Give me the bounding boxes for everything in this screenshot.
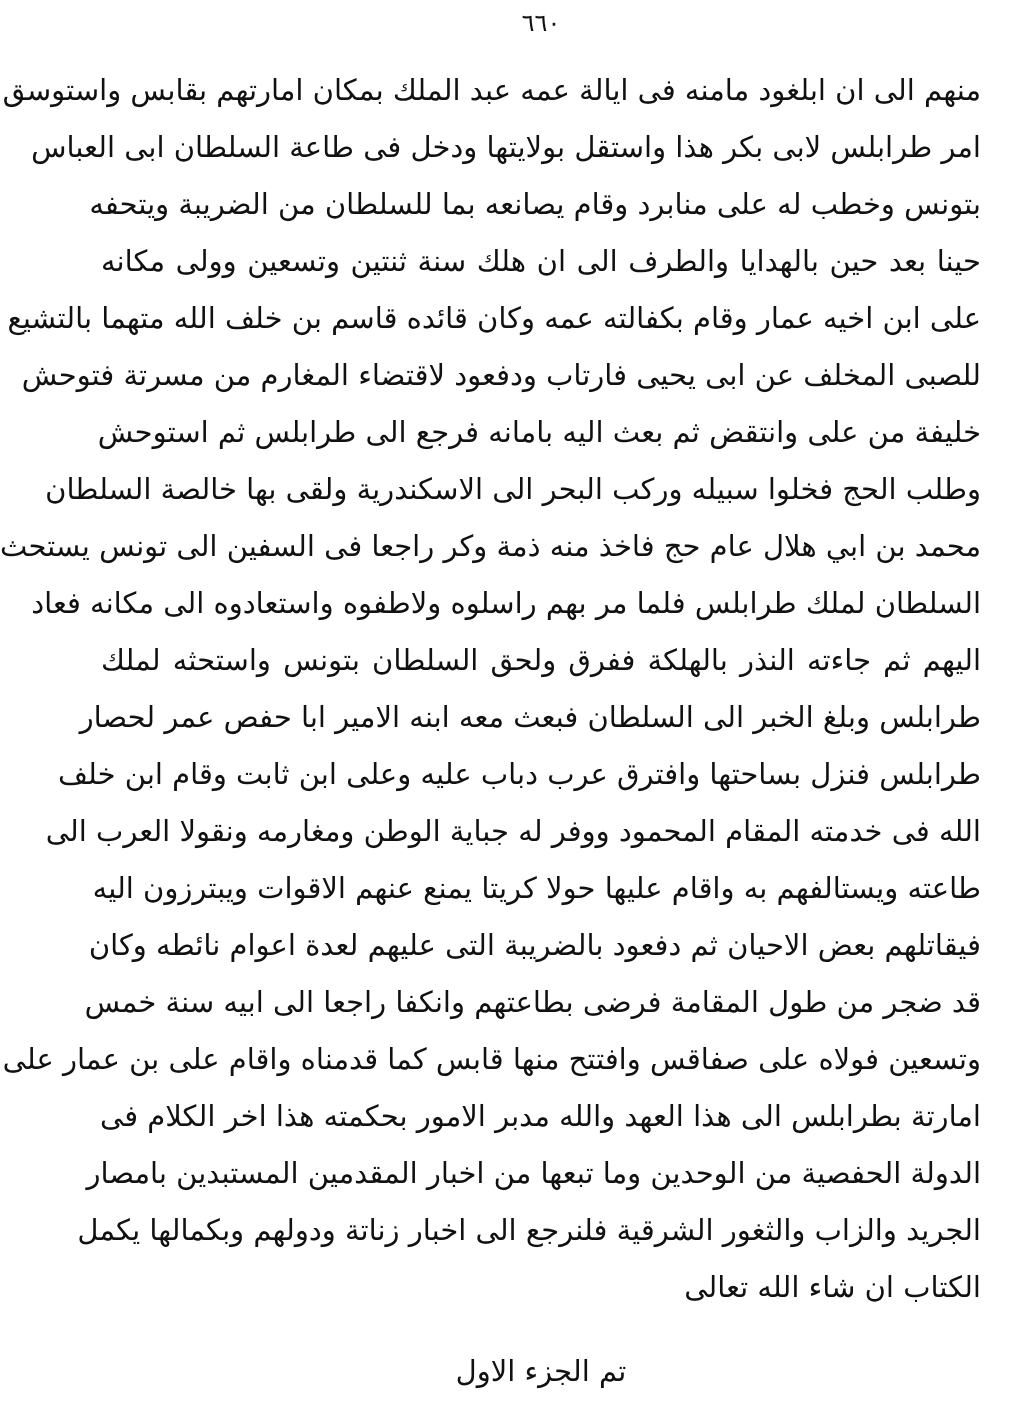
text-line: قد ضجر من طول المقامة فرضى بطاعتهم وانكفا راجعا الى ابيه سنة خمس — [84, 985, 981, 1019]
colophon: تم الجزء الاول — [455, 1354, 627, 1388]
text-line: الله فى خدمته المقام المحمود ووفر له جباية الوطن ومغارمه ونقولا العرب الى — [45, 814, 981, 848]
text-line: منهم الى ان ابلغود مامنه فى ايالة عمه عبد الملك بمكان امارتهم بقابس واستوسق — [2, 73, 981, 107]
text-line: اليهم ثم جاءته النذر بالهلكة ففرق ولحق السلطان بتونس واستحثه لملك — [101, 643, 981, 677]
text-line: حينا بعد حين بالهدايا والطرف الى ان هلك سنة ثنتين وتسعين وولى مكانه — [101, 244, 981, 278]
text-line: للصبى المخلف عن ابى يحيى فارتاب ودفعود لاقتضاء المغارم من مسرتة فتوحش — [21, 358, 981, 392]
text-line: طاعته ويستالفهم به واقام عليها حولا كريتا يمنع عنهم الاقوات ويبترزون اليه — [92, 871, 981, 905]
text-line: خليفة من على وانتقض ثم بعث اليه بامانه فرجع الى طرابلس ثم استوحش — [97, 415, 981, 449]
text-line: محمد بن ابي هلال عام حج فاخذ منه ذمة وكر راجعا فى السفين الى تونس يستحث — [0, 529, 981, 563]
text-line: وطلب الحج فخلوا سبيله وركب البحر الى الاسكندرية ولقى بها خالصة السلطان — [45, 472, 981, 506]
text-line: الدولة الحفصية من الوحدين وما تبعها من اخبار المقدمين المستبدين بامصار — [86, 1156, 981, 1190]
page-number: ٦٦٠ — [521, 9, 561, 37]
text-line: وتسعين فولاه على صفاقس وافتتح منها قابس كما قدمناه واقام على بن عمار على — [2, 1042, 981, 1076]
text-line: السلطان لملك طرابلس فلما مر بهم راسلوه ولاطفوه واستعادوه الى مكانه فعاد — [31, 586, 981, 620]
text-line: الجريد والزاب والثغور الشرقية فلنرجع الى اخبار زناتة ودولهم وبكمالها يكمل — [77, 1213, 981, 1247]
text-line: بتونس وخطب له على منابرد وقام يصانعه بما للسلطان من الضريبة ويتحفه — [89, 187, 981, 221]
text-line: فيقاتلهم بعض الاحيان ثم دفعود بالضريبة التى عليهم لعدة اعوام نائطه وكان — [88, 928, 981, 962]
text-line: على ابن اخيه عمار وقام بكفالته عمه وكان قائده قاسم بن خلف الله متهما بالتشيع — [7, 301, 981, 335]
text-line: طرابلس وبلغ الخبر الى السلطان فبعث معه ابنه الامير ابا حفص عمر لحصار — [79, 700, 981, 734]
text-line: طرابلس فنزل بساحتها وافترق عرب دباب عليه وعلى ابن ثابت وقام ابن خلف — [57, 757, 981, 791]
text-line: امر طرابلس لابى بكر هذا واستقل بولايتها ودخل فى طاعة السلطان ابى العباس — [31, 130, 981, 164]
text-line-final: الكتاب ان شاء الله تعالى — [684, 1270, 981, 1304]
body-text — [0, 62, 981, 1316]
text-line: امارتة بطرابلس الى هذا العهد والله مدبر الامور بحكمته هذا اخر الكلام فى — [100, 1099, 981, 1133]
